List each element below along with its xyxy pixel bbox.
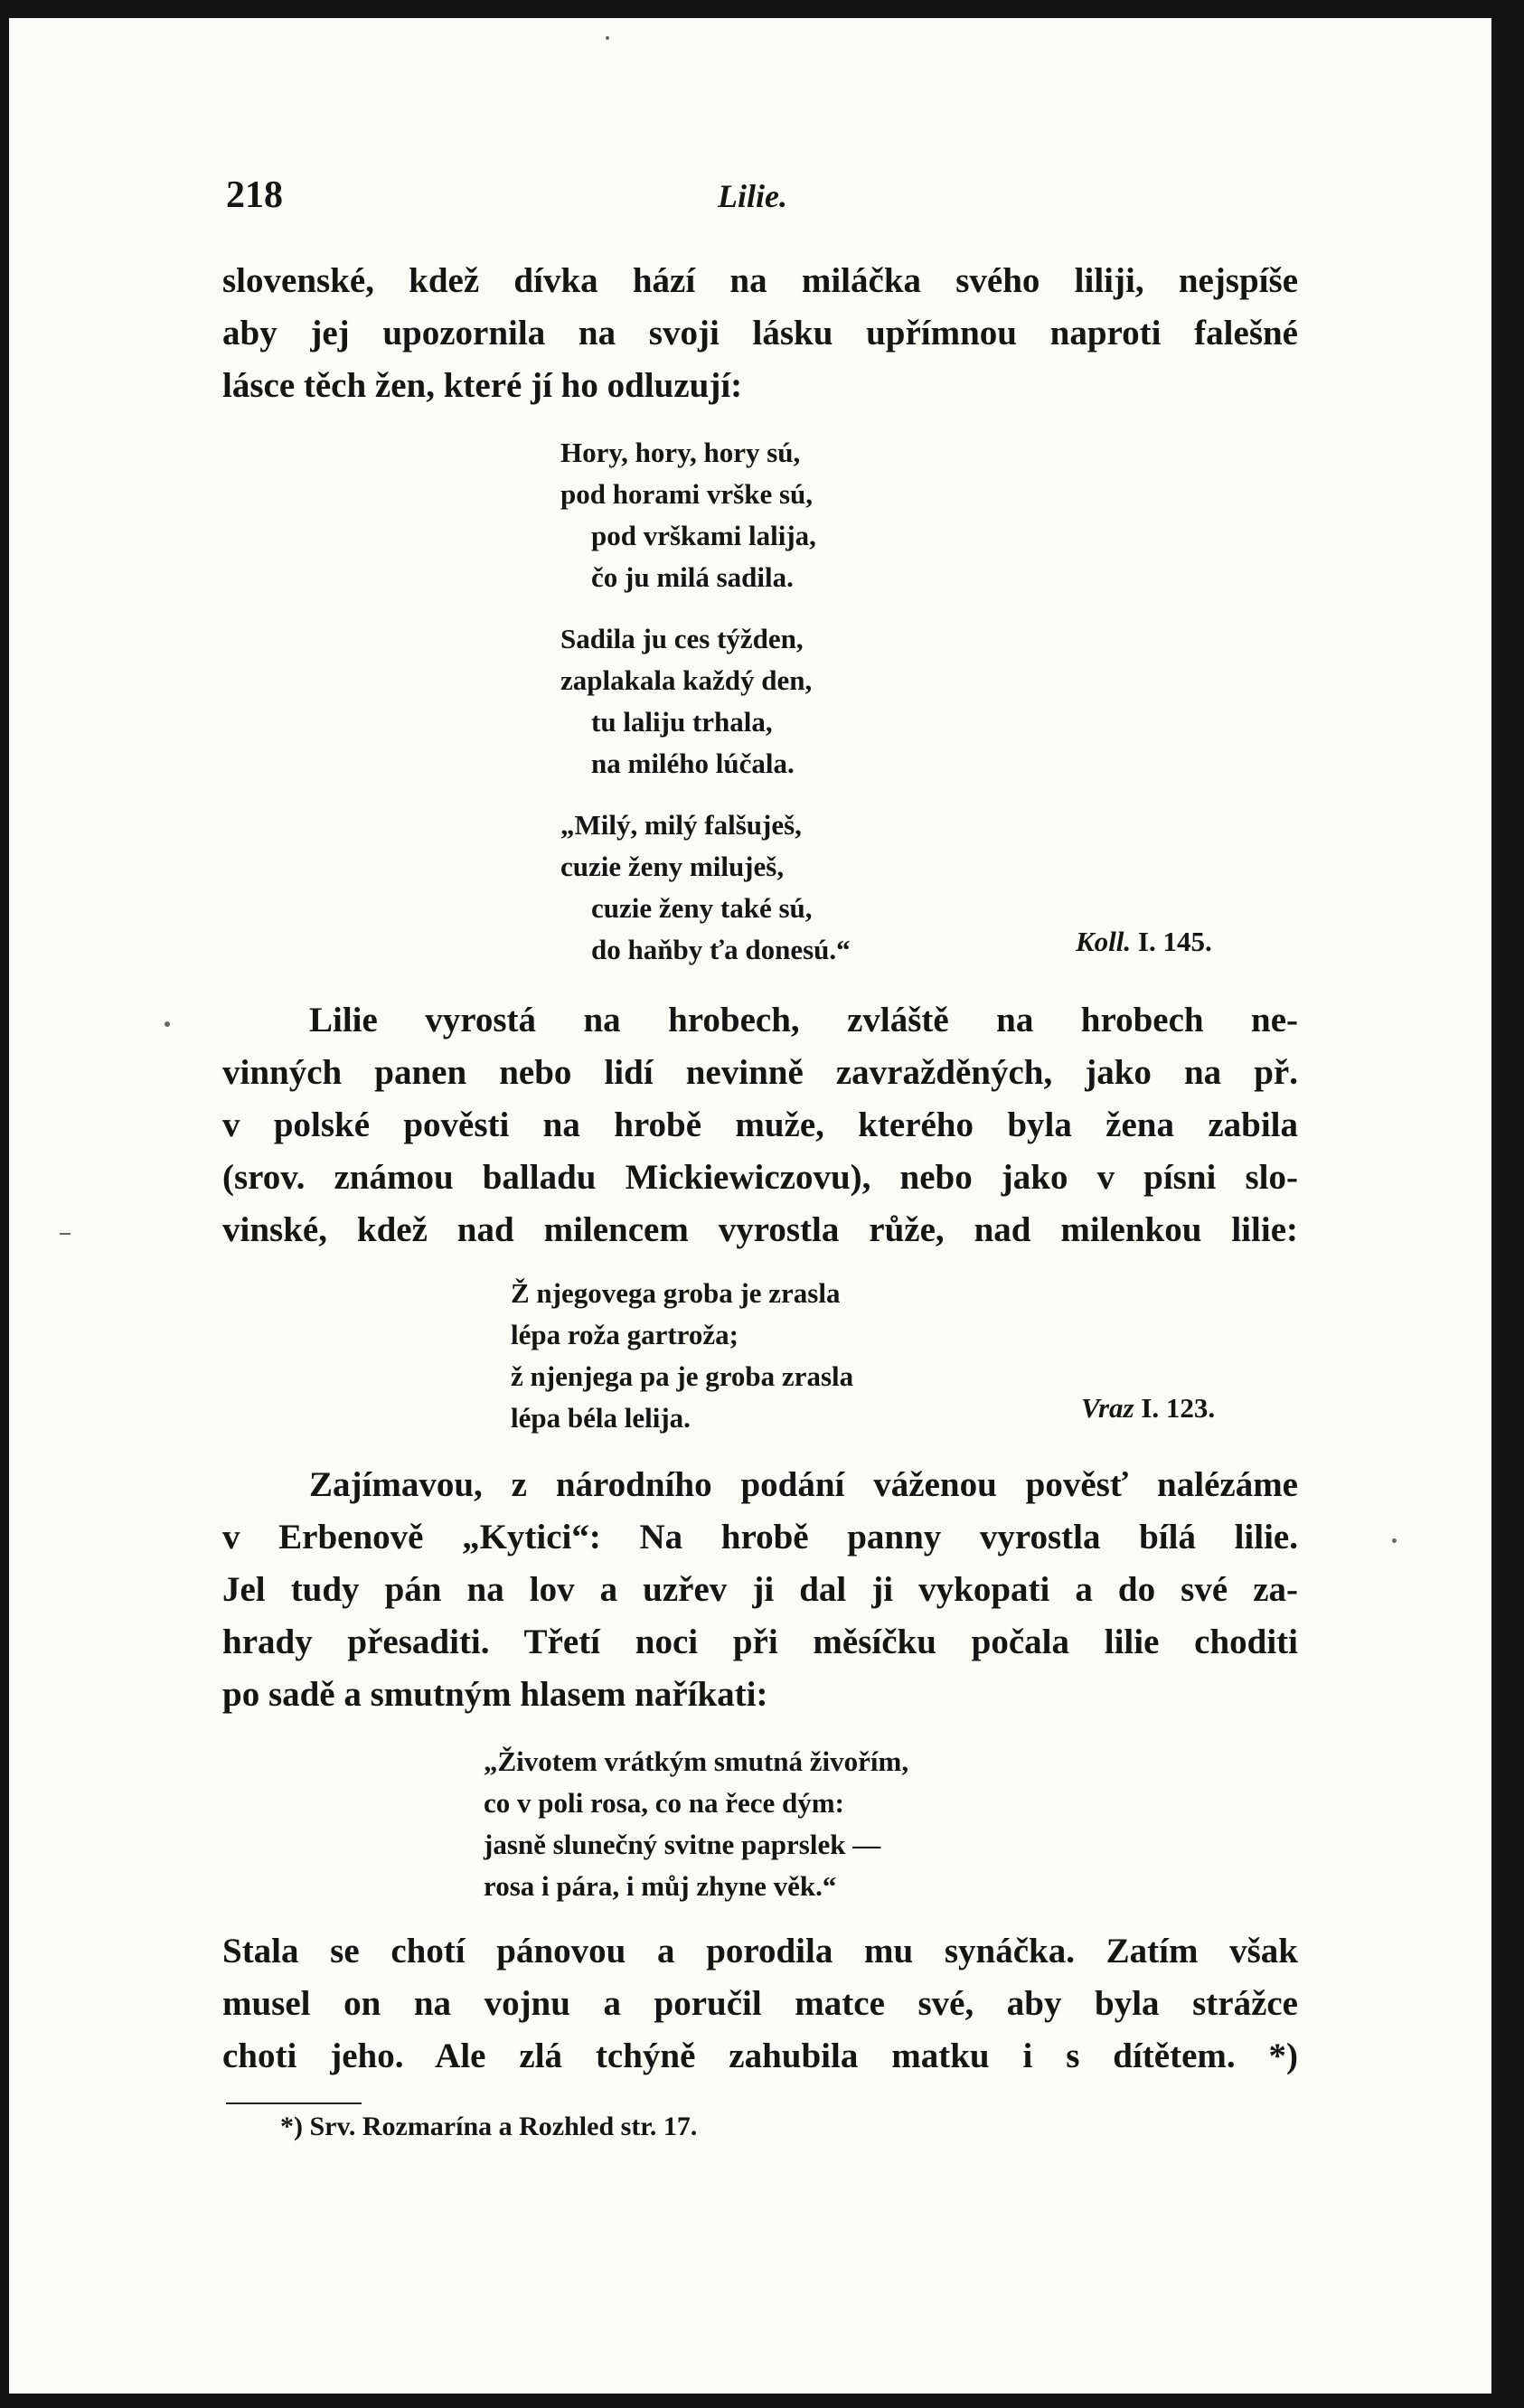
verse-line: pod vrškami lalija, — [591, 520, 816, 551]
verse-line: co v poli rosa, co na řece dým: — [484, 1787, 844, 1819]
verse-line: rosa i pára, i můj zhyne věk.“ — [484, 1870, 837, 1902]
citation-vraz — [1081, 1392, 1215, 1425]
paragraph-3 — [222, 1511, 1298, 1721]
paragraph-line: slovenské, kdež dívka hází na miláčka svého liliji, nejspíše — [222, 261, 1298, 300]
verse-line: „Milý, milý falšuješ, — [560, 809, 802, 841]
paragraph-line: Lilie vyrostá na hrobech, zvláště na hrobech ne- — [309, 1001, 1298, 1039]
paragraph-line: Stala se chotí pánovou a porodila mu synáčka. Zatím však — [222, 1932, 1298, 1971]
paragraph-line: vinných panen nebo lidí nevinně zavražděných, jako na př. — [222, 1053, 1298, 1092]
verse-line: na milého lúčala. — [591, 748, 795, 779]
verse-line: pod horami vrške sú, — [560, 478, 814, 510]
verse-line: lépa béla lelija. — [511, 1402, 691, 1434]
citation-ref: I. 123. — [1141, 1392, 1216, 1424]
paragraph-line: aby jej upozornila na svoji lásku upřímnou naproti falešné — [222, 314, 1298, 353]
paragraph-3-first — [309, 1459, 1298, 1511]
scan-speck — [165, 1021, 170, 1027]
footnote: *) Srv. Rozmarína a Rozhled str. 17. — [280, 2112, 698, 2141]
verse-line: tu laliju trhala, — [591, 706, 773, 738]
verse-line: lépa roža gartroža; — [511, 1319, 738, 1350]
verse-line: Sadila ju ces týžden, — [560, 623, 804, 654]
scan-speck — [60, 1233, 71, 1235]
book-page — [9, 18, 1491, 2394]
paragraph-line: hrady přesaditi. Třetí noci při měsíčku počala lilie choditi — [222, 1623, 1298, 1661]
scan-speck — [606, 36, 609, 40]
paragraph-line: v polské pověsti na hrobě muže, kterého byla žena zabila — [222, 1105, 1298, 1144]
verse-line: jasně slunečný svitne paprslek — — [484, 1829, 881, 1860]
citation-koll — [1076, 926, 1212, 958]
paragraph-2 — [222, 1047, 1298, 1256]
scan-speck — [1392, 1538, 1397, 1543]
paragraph-line: musel on na vojnu a poručil matce své, aby byla strážce — [222, 1984, 1298, 2023]
page-number: 218 — [226, 174, 283, 216]
paragraph-line: v Erbenově „Kytici“: Na hrobě panny vyrostla bílá lilie. — [222, 1518, 1298, 1557]
verse-line: cuzie ženy miluješ, — [560, 851, 785, 882]
citation-ref: I. 145. — [1137, 926, 1212, 957]
verse-line: „Životem vrátkým smutná živořím, — [484, 1745, 909, 1777]
running-title: Lilie. — [718, 178, 787, 214]
paragraph-1 — [222, 255, 1298, 412]
paragraph-line: po sadě a smutným hlasem naříkati: — [222, 1675, 768, 1714]
paragraph-line: Jel tudy pán na lov a uzřev ji dal ji vykopati a do své za- — [222, 1570, 1298, 1609]
paragraph-line: choti jeho. Ale zlá tchýně zahubila matku i s dítětem. *) — [222, 2036, 1298, 2075]
verse-stanza — [560, 804, 851, 971]
verse-line: cuzie ženy také sú, — [591, 892, 813, 924]
verse-1 — [560, 432, 851, 991]
paragraph-line: Zajímavou, z národního podání váženou pověsť nalézáme — [309, 1465, 1298, 1504]
verse-line: zaplakala každý den, — [560, 664, 813, 696]
paragraph-line: (srov. známou balladu Mickiewiczovu), nebo jako v písni slo- — [222, 1158, 1298, 1197]
verse-line: Ž njegovega groba je zrasla — [511, 1277, 841, 1309]
paragraph-2-first — [309, 994, 1298, 1047]
verse-3 — [484, 1741, 908, 1907]
paragraph-4 — [222, 1925, 1298, 2083]
verse-line: Hory, hory, hory sú, — [560, 437, 801, 468]
paragraph-line: vinské, kdež nad milencem vyrostla růže, nad milenkou lilie: — [222, 1210, 1298, 1249]
verse-line: ž njenjega pa je groba zrasla — [511, 1360, 854, 1392]
verse-line: čo ju milá sadila. — [591, 561, 794, 593]
footnote-rule — [226, 2102, 362, 2104]
verse-2 — [511, 1273, 853, 1439]
paragraph-line: lásce těch žen, které jí ho odluzují: — [222, 366, 743, 405]
citation-source: Vraz — [1081, 1392, 1134, 1424]
verse-stanza — [560, 432, 851, 598]
verse-stanza — [560, 618, 851, 785]
citation-source: Koll. — [1076, 926, 1132, 957]
verse-line: do haňby ťa donesú.“ — [591, 934, 851, 965]
